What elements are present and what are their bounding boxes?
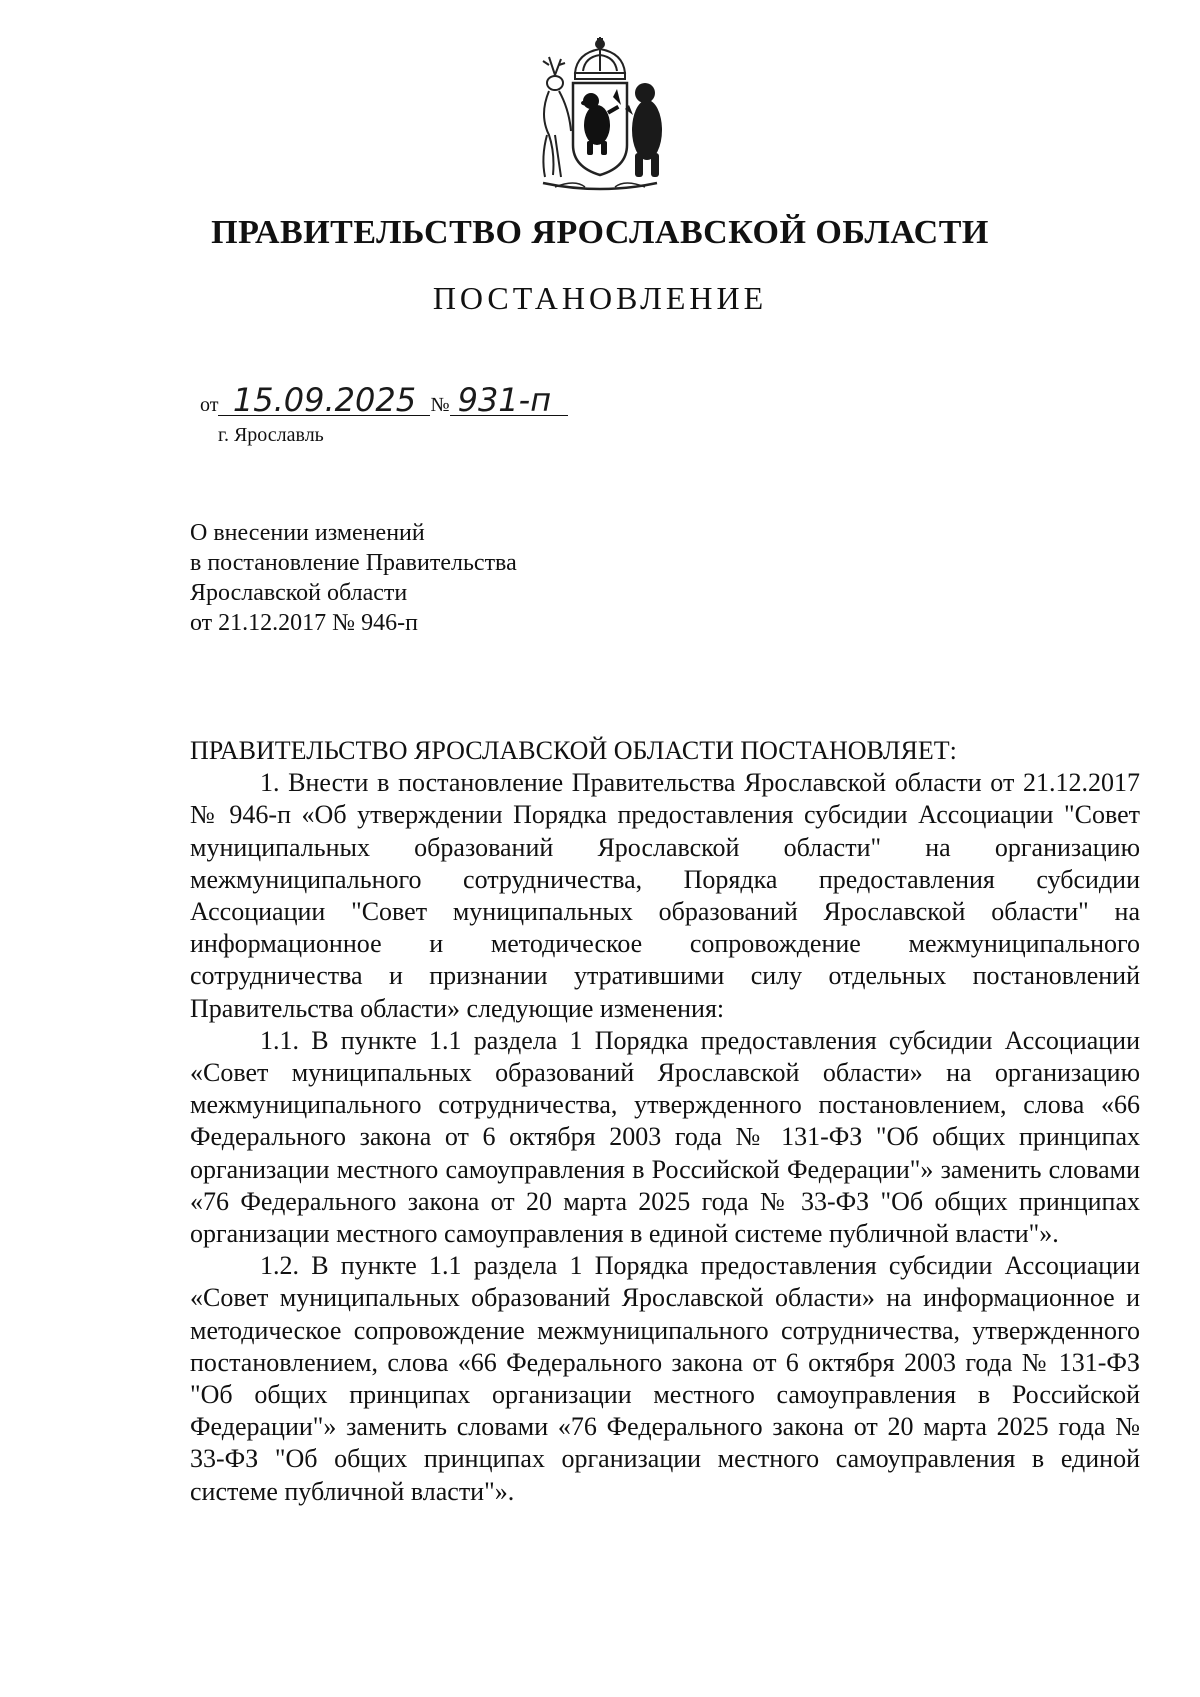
document-type: ПОСТАНОВЛЕНИЕ bbox=[432, 280, 768, 316]
subject-line: в постановление Правительства bbox=[190, 550, 517, 576]
city-of-issue: г. Ярославль bbox=[218, 424, 324, 446]
number-label: № bbox=[430, 394, 450, 416]
date-number-line bbox=[200, 381, 568, 419]
document-subject bbox=[190, 518, 517, 638]
subject-line: от 21.12.2017 № 946-п bbox=[190, 610, 418, 636]
decree-heading: ПРАВИТЕЛЬСТВО ЯРОСЛАВСКОЙ ОБЛАСТИ ПОСТАНОВЛЯЕТ: bbox=[190, 736, 957, 765]
document-date: 15.09.2025 bbox=[218, 385, 430, 416]
body-paragraph: 1. Внести в постановление Правительства Ярославской области от 21.12.2017 № 946-п «Об утверждении Порядка предоставления субсидии Ассоциации "Совет муниципальных образований Ярославской области" на организацию межмуниципального сотрудничества, Порядка предоставления субсидии Ассоциации "Совет муниципальных образований Ярославской области" на информационное и методическое сопровождение межмуниципального сотрудничества и признании утратившими силу отдельных постановлений Правительства области» следующие изменения: bbox=[190, 768, 1140, 1023]
coat-of-arms-icon bbox=[525, 35, 675, 195]
document-body bbox=[190, 735, 1140, 1508]
government-title: ПРАВИТЕЛЬСТВО ЯРОСЛАВСКОЙ ОБЛАСТИ bbox=[211, 214, 989, 251]
subject-line: О внесении изменений bbox=[190, 520, 425, 546]
date-prefix: от bbox=[200, 394, 219, 416]
subject-line: Ярославской области bbox=[190, 580, 408, 606]
body-paragraph: 1.1. В пункте 1.1 раздела 1 Порядка предоставления субсидии Ассоциации «Совет муниципальных образований Ярославской области» на организацию межмуниципального сотрудничества, утвержденного постановлением, слова «66 Федерального закона от 6 октября 2003 года № 131-ФЗ "Об общих принципах организации местного самоуправления в Российской Федерации"» заменить словами «76 Федерального закона от 20 марта 2025 года № 33-ФЗ "Об общих принципах организации местного самоуправления в единой системе публичной власти"». bbox=[190, 1025, 1140, 1249]
body-paragraph: 1.2. В пункте 1.1 раздела 1 Порядка предоставления субсидии Ассоциации «Совет муниципальных образований Ярославской области» на информационное и методическое сопровождение межмуниципального сотрудничества, утвержденного постановлением, слова «66 Федерального закона от 6 октября 2003 года № 131-ФЗ "Об общих принципах организации местного самоуправления в Российской Федерации"» заменить словами «76 Федерального закона от 20 марта 2025 года № 33-ФЗ "Об общих принципах организации местного самоуправления в единой системе публичной власти"». bbox=[190, 1251, 1140, 1506]
document-number: 931-п bbox=[450, 385, 568, 416]
